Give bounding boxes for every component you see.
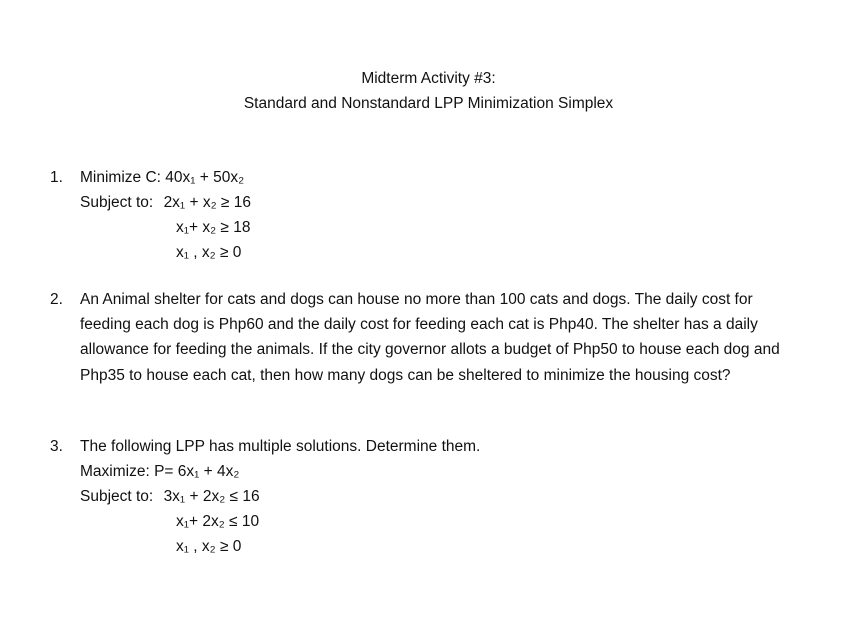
objective-function: Maximize: P= 6x₁ + 4x₂ <box>80 463 240 480</box>
constraint: x₁ , x₂ ≥ 0 <box>176 538 242 555</box>
constraint-row <box>80 484 480 509</box>
problem-number: 3. <box>50 438 63 455</box>
constraint: 2x₁ + x₂ ≥ 16 <box>163 194 251 211</box>
problem-intro: The following LPP has multiple solutions. Determine them. <box>80 438 481 455</box>
objective-function: Minimize C: 40x₁ + 50x₂ <box>80 169 245 186</box>
constraint: x₁ , x₂ ≥ 0 <box>176 244 242 261</box>
constraint: x₁+ 2x₂ ≤ 10 <box>176 513 260 530</box>
constraints-label: Subject to: <box>80 488 154 505</box>
constraint-row <box>80 190 251 215</box>
problem-number: 2. <box>50 291 63 308</box>
problem-body <box>80 434 480 559</box>
document-header <box>0 66 857 116</box>
constraints-label: Subject to: <box>80 194 154 211</box>
constraint: 3x₁ + 2x₂ ≤ 16 <box>163 488 260 505</box>
problem-text: An Animal shelter for cats and dogs can house no more than 100 cats and dogs. The daily cost for feeding each dog is Php60 and the daily cost for feeding each cat is Php40. The shelter has a daily allowance for feeding the animals. If the city governor allots a budget of Php50 to house each dog and Php35 to house each cat, then how many dogs can be sheltered to minimize the housing cost? <box>80 291 780 384</box>
problem-number: 1. <box>50 169 63 186</box>
problem-body <box>80 165 251 265</box>
constraint: x₁+ x₂ ≥ 18 <box>176 219 251 236</box>
document-subtitle: Standard and Nonstandard LPP Minimization Simplex <box>243 95 614 112</box>
document-title: Midterm Activity #3: <box>361 70 496 87</box>
